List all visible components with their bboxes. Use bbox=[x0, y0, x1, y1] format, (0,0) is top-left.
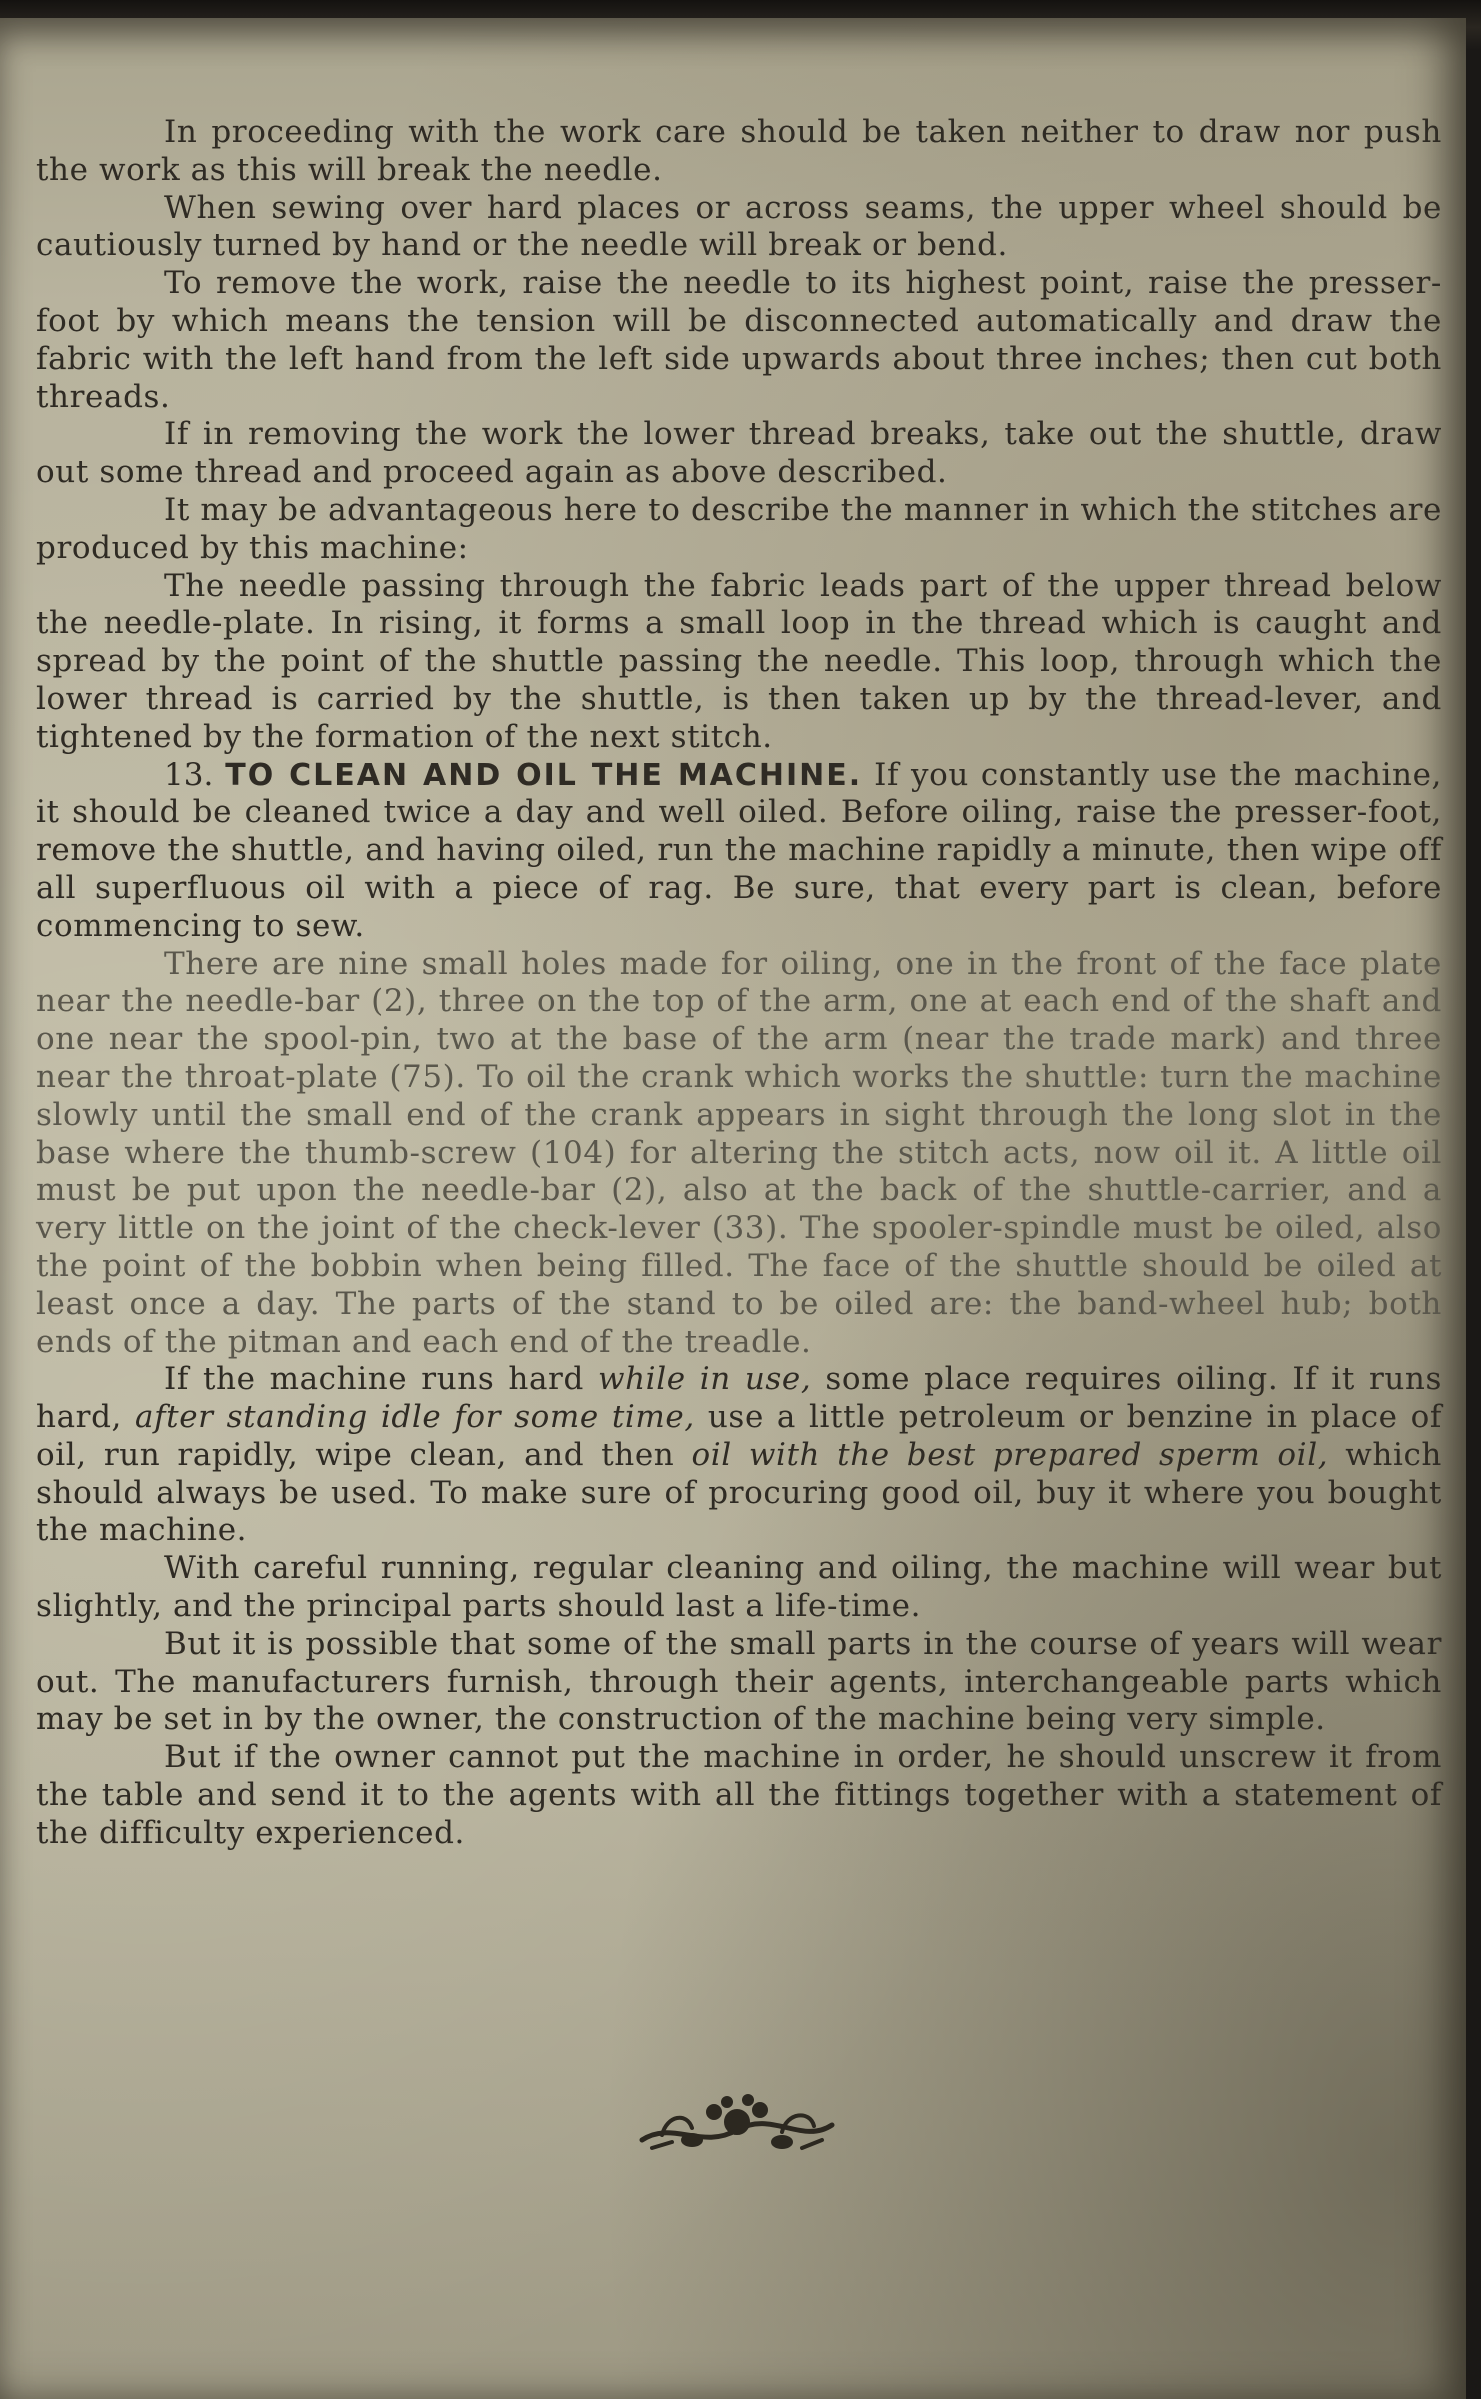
section-number: 13. bbox=[164, 756, 214, 793]
hard-running-italic-3: oil with the best prepared sperm oil, bbox=[691, 1436, 1329, 1473]
section-13-paragraph bbox=[36, 757, 1442, 946]
paragraph-oiling-holes: There are nine small holes made for oiling, one in the front of the face plate near the needle-bar (2), three on the top of the arm, one at each end of the shaft and one near the spool-pin, two at the base of the arm (near the trade mark) and three near the throat-plate (75). To oil the crank which works the shuttle: turn the machine slowly until the small end of the crank appears in sight through the long slot in the base where the thumb-screw (104) for altering the stitch acts, now oil it. A little oil must be put upon the needle-bar (2), also at the back of the shuttle-carrier, and a very little on the joint of the check-lever (33). The spooler-spindle must be oiled, also the point of the bobbin when being filled. The face of the shuttle should be oiled at least once a day. The parts of the stand to be oiled are: the band-wheel hub; both ends of the pitman and each end of the treadle. bbox=[36, 945, 1442, 1360]
section-title: TO CLEAN AND OIL THE MACHINE. bbox=[225, 757, 863, 793]
paragraph-thread-breaks: If in removing the work the lower thread breaks, take out the shuttle, draw out some thread and proceed again as above described. bbox=[36, 416, 1442, 491]
section-intro: If you constantly use the machine, it should be cleaned twice a day and well oiled. Before oiling, raise the presser-foot, remove the shuttle, and having oiled, run the machine rapidly a minute, then wipe off all superfluous oil with a piece of rag. Be sure, that every part is clean, before commencing to sew. bbox=[36, 756, 1442, 944]
paragraph-stitch-intro: It may be advantageous here to describe the manner in which the stitches are produced by this machine: bbox=[36, 491, 1442, 566]
paragraph-drawing-caution: In proceeding with the work care should be taken neither to draw nor push the work as this will break the needle. bbox=[36, 114, 1442, 188]
paragraph-parts-wear: But it is possible that some of the small parts in the course of years will wear out. The manufacturers furnish, through their agents, interchangeable parts which may be set in by the owner, the construction of the machine being very simple. bbox=[36, 1625, 1442, 1738]
manual-page bbox=[0, 18, 1466, 2399]
paragraph-stitch-formation: The needle passing through the fabric leads part of the upper thread below the needle-plate. In rising, it forms a small loop in the thread which is caught and spread by the point of the shuttle passing the needle. This loop, through which the lower thread is carried by the shuttle, is then taken up by the thread-lever, and tightened by the formation of the next stitch. bbox=[36, 567, 1442, 755]
hard-running-text-2: some place requires oiling. If it runs hard, bbox=[36, 1361, 1442, 1436]
paragraph-careful-running: With careful running, regular cleaning and oiling, the machine will wear but slightly, and the principal parts should last a life-time. bbox=[36, 1550, 1442, 1625]
hard-running-text-4: which should always be used. To make sure of procuring good oil, buy it where you bought the machine. bbox=[36, 1436, 1442, 1549]
paragraph-send-to-agents: But if the owner cannot put the machine in order, he should unscrew it from the table and send it to the agents with all the fittings together with a statement of the difficulty experienced. bbox=[36, 1739, 1442, 1851]
paragraph-hard-running bbox=[36, 1361, 1442, 1550]
hard-running-text-1: If the machine runs hard bbox=[164, 1361, 598, 1398]
floral-ornament-icon bbox=[632, 2090, 842, 2160]
paragraph-remove-work: To remove the work, raise the needle to its highest point, raise the presser-foot by which means the tension will be disconnected automatically and draw the fabric with the left hand from the left side upwards about three inches; then cut both threads. bbox=[36, 265, 1442, 415]
hard-running-italic-1: while in use, bbox=[597, 1361, 812, 1398]
hard-running-text-3: use a little petroleum or benzine in place of oil, run rapidly, wipe clean, and then bbox=[36, 1399, 1443, 1473]
hard-running-italic-2: after standing idle for some time, bbox=[135, 1399, 695, 1436]
manual-text bbox=[36, 114, 1442, 1853]
paragraph-hard-places: When sewing over hard places or across seams, the upper wheel should be cautiously turned by hand or the needle will break or bend. bbox=[36, 189, 1442, 264]
